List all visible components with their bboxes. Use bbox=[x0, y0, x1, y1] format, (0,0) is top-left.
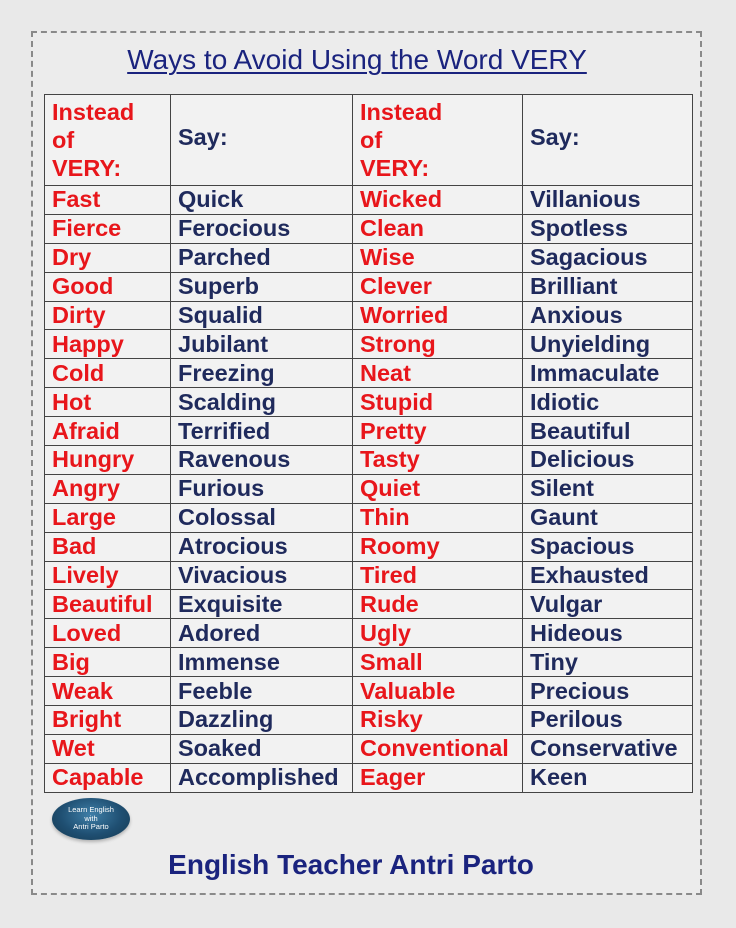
say-word-right: Spacious bbox=[523, 532, 693, 561]
author-credit: English Teacher Antri Parto bbox=[168, 849, 534, 880]
table-row bbox=[45, 706, 693, 735]
instead-word-right: Valuable bbox=[353, 677, 523, 706]
say-word-left: Scalding bbox=[171, 388, 353, 417]
say-word-left: Adored bbox=[171, 619, 353, 648]
table-row bbox=[45, 446, 693, 475]
instead-word-right: Ugly bbox=[353, 619, 523, 648]
table-row bbox=[45, 648, 693, 677]
table-row bbox=[45, 503, 693, 532]
table-row bbox=[45, 417, 693, 446]
say-word-right: Conservative bbox=[523, 734, 693, 763]
instead-word-right: Wise bbox=[353, 243, 523, 272]
instead-word-right: Wicked bbox=[353, 186, 523, 215]
say-word-right: Idiotic bbox=[523, 388, 693, 417]
say-word-left: Freezing bbox=[171, 359, 353, 388]
learn-english-logo: Learn English with Antri Parto bbox=[52, 798, 130, 840]
instead-word-left: Fast bbox=[45, 186, 171, 215]
table-header-row bbox=[45, 95, 693, 186]
say-word-left: Vivacious bbox=[171, 561, 353, 590]
table-row bbox=[45, 301, 693, 330]
instead-word-left: Lively bbox=[45, 561, 171, 590]
table-row bbox=[45, 388, 693, 417]
instead-word-left: Capable bbox=[45, 763, 171, 792]
say-word-left: Immense bbox=[171, 648, 353, 677]
instead-word-left: Dirty bbox=[45, 301, 171, 330]
instead-word-right: Quiet bbox=[353, 474, 523, 503]
table-row bbox=[45, 474, 693, 503]
say-word-right: Exhausted bbox=[523, 561, 693, 590]
table-row bbox=[45, 214, 693, 243]
say-word-right: Beautiful bbox=[523, 417, 693, 446]
table-row bbox=[45, 763, 693, 792]
instead-word-left: Big bbox=[45, 648, 171, 677]
instead-word-left: Hungry bbox=[45, 446, 171, 475]
say-word-right: Vulgar bbox=[523, 590, 693, 619]
say-word-right: Spotless bbox=[523, 214, 693, 243]
header-say-right: Say: bbox=[523, 95, 693, 186]
instead-word-right: Clean bbox=[353, 214, 523, 243]
say-word-left: Ravenous bbox=[171, 446, 353, 475]
say-word-left: Accomplished bbox=[171, 763, 353, 792]
instead-word-left: Beautiful bbox=[45, 590, 171, 619]
table-row bbox=[45, 590, 693, 619]
header-instead-of-very-right: Instead of VERY: bbox=[353, 95, 523, 186]
header-say-left: Say: bbox=[171, 95, 353, 186]
instead-word-left: Cold bbox=[45, 359, 171, 388]
instead-word-left: Afraid bbox=[45, 417, 171, 446]
page-title: Ways to Avoid Using the Word VERY bbox=[127, 44, 587, 75]
instead-word-left: Angry bbox=[45, 474, 171, 503]
say-word-right: Unyielding bbox=[523, 330, 693, 359]
instead-word-right: Roomy bbox=[353, 532, 523, 561]
say-word-left: Ferocious bbox=[171, 214, 353, 243]
table-row bbox=[45, 243, 693, 272]
instead-word-right: Small bbox=[353, 648, 523, 677]
say-word-left: Feeble bbox=[171, 677, 353, 706]
instead-word-left: Wet bbox=[45, 734, 171, 763]
instead-word-left: Hot bbox=[45, 388, 171, 417]
instead-word-left: Dry bbox=[45, 243, 171, 272]
table-row bbox=[45, 186, 693, 215]
say-word-right: Sagacious bbox=[523, 243, 693, 272]
say-word-right: Brilliant bbox=[523, 272, 693, 301]
say-word-left: Quick bbox=[171, 186, 353, 215]
say-word-right: Immaculate bbox=[523, 359, 693, 388]
say-word-left: Superb bbox=[171, 272, 353, 301]
say-word-left: Colossal bbox=[171, 503, 353, 532]
instead-word-left: Large bbox=[45, 503, 171, 532]
table-row bbox=[45, 619, 693, 648]
say-word-right: Keen bbox=[523, 763, 693, 792]
instead-word-right: Worried bbox=[353, 301, 523, 330]
say-word-left: Parched bbox=[171, 243, 353, 272]
instead-word-left: Bad bbox=[45, 532, 171, 561]
table-row bbox=[45, 677, 693, 706]
say-word-left: Jubilant bbox=[171, 330, 353, 359]
table-row bbox=[45, 734, 693, 763]
instead-word-right: Tired bbox=[353, 561, 523, 590]
instead-word-left: Happy bbox=[45, 330, 171, 359]
instead-word-right: Eager bbox=[353, 763, 523, 792]
table-row bbox=[45, 561, 693, 590]
say-word-left: Soaked bbox=[171, 734, 353, 763]
say-word-right: Tiny bbox=[523, 648, 693, 677]
instead-word-right: Conventional bbox=[353, 734, 523, 763]
instead-word-right: Neat bbox=[353, 359, 523, 388]
instead-word-left: Fierce bbox=[45, 214, 171, 243]
say-word-left: Furious bbox=[171, 474, 353, 503]
instead-word-right: Stupid bbox=[353, 388, 523, 417]
table-row bbox=[45, 272, 693, 301]
say-word-right: Delicious bbox=[523, 446, 693, 475]
synonym-table bbox=[44, 94, 693, 793]
instead-word-left: Weak bbox=[45, 677, 171, 706]
table-row bbox=[45, 330, 693, 359]
instead-word-right: Clever bbox=[353, 272, 523, 301]
instead-word-left: Good bbox=[45, 272, 171, 301]
say-word-right: Anxious bbox=[523, 301, 693, 330]
say-word-left: Terrified bbox=[171, 417, 353, 446]
header-instead-of-very-left: Instead of VERY: bbox=[45, 95, 171, 186]
instead-word-right: Pretty bbox=[353, 417, 523, 446]
instead-word-right: Strong bbox=[353, 330, 523, 359]
say-word-left: Squalid bbox=[171, 301, 353, 330]
instead-word-right: Tasty bbox=[353, 446, 523, 475]
say-word-right: Silent bbox=[523, 474, 693, 503]
instead-word-right: Rude bbox=[353, 590, 523, 619]
say-word-left: Dazzling bbox=[171, 706, 353, 735]
table-row bbox=[45, 359, 693, 388]
table-row bbox=[45, 532, 693, 561]
say-word-right: Perilous bbox=[523, 706, 693, 735]
instead-word-left: Loved bbox=[45, 619, 171, 648]
instead-word-left: Bright bbox=[45, 706, 171, 735]
instead-word-right: Risky bbox=[353, 706, 523, 735]
say-word-right: Hideous bbox=[523, 619, 693, 648]
say-word-right: Precious bbox=[523, 677, 693, 706]
table-body bbox=[45, 95, 693, 793]
say-word-right: Gaunt bbox=[523, 503, 693, 532]
say-word-left: Atrocious bbox=[171, 532, 353, 561]
say-word-right: Villanious bbox=[523, 186, 693, 215]
say-word-left: Exquisite bbox=[171, 590, 353, 619]
instead-word-right: Thin bbox=[353, 503, 523, 532]
